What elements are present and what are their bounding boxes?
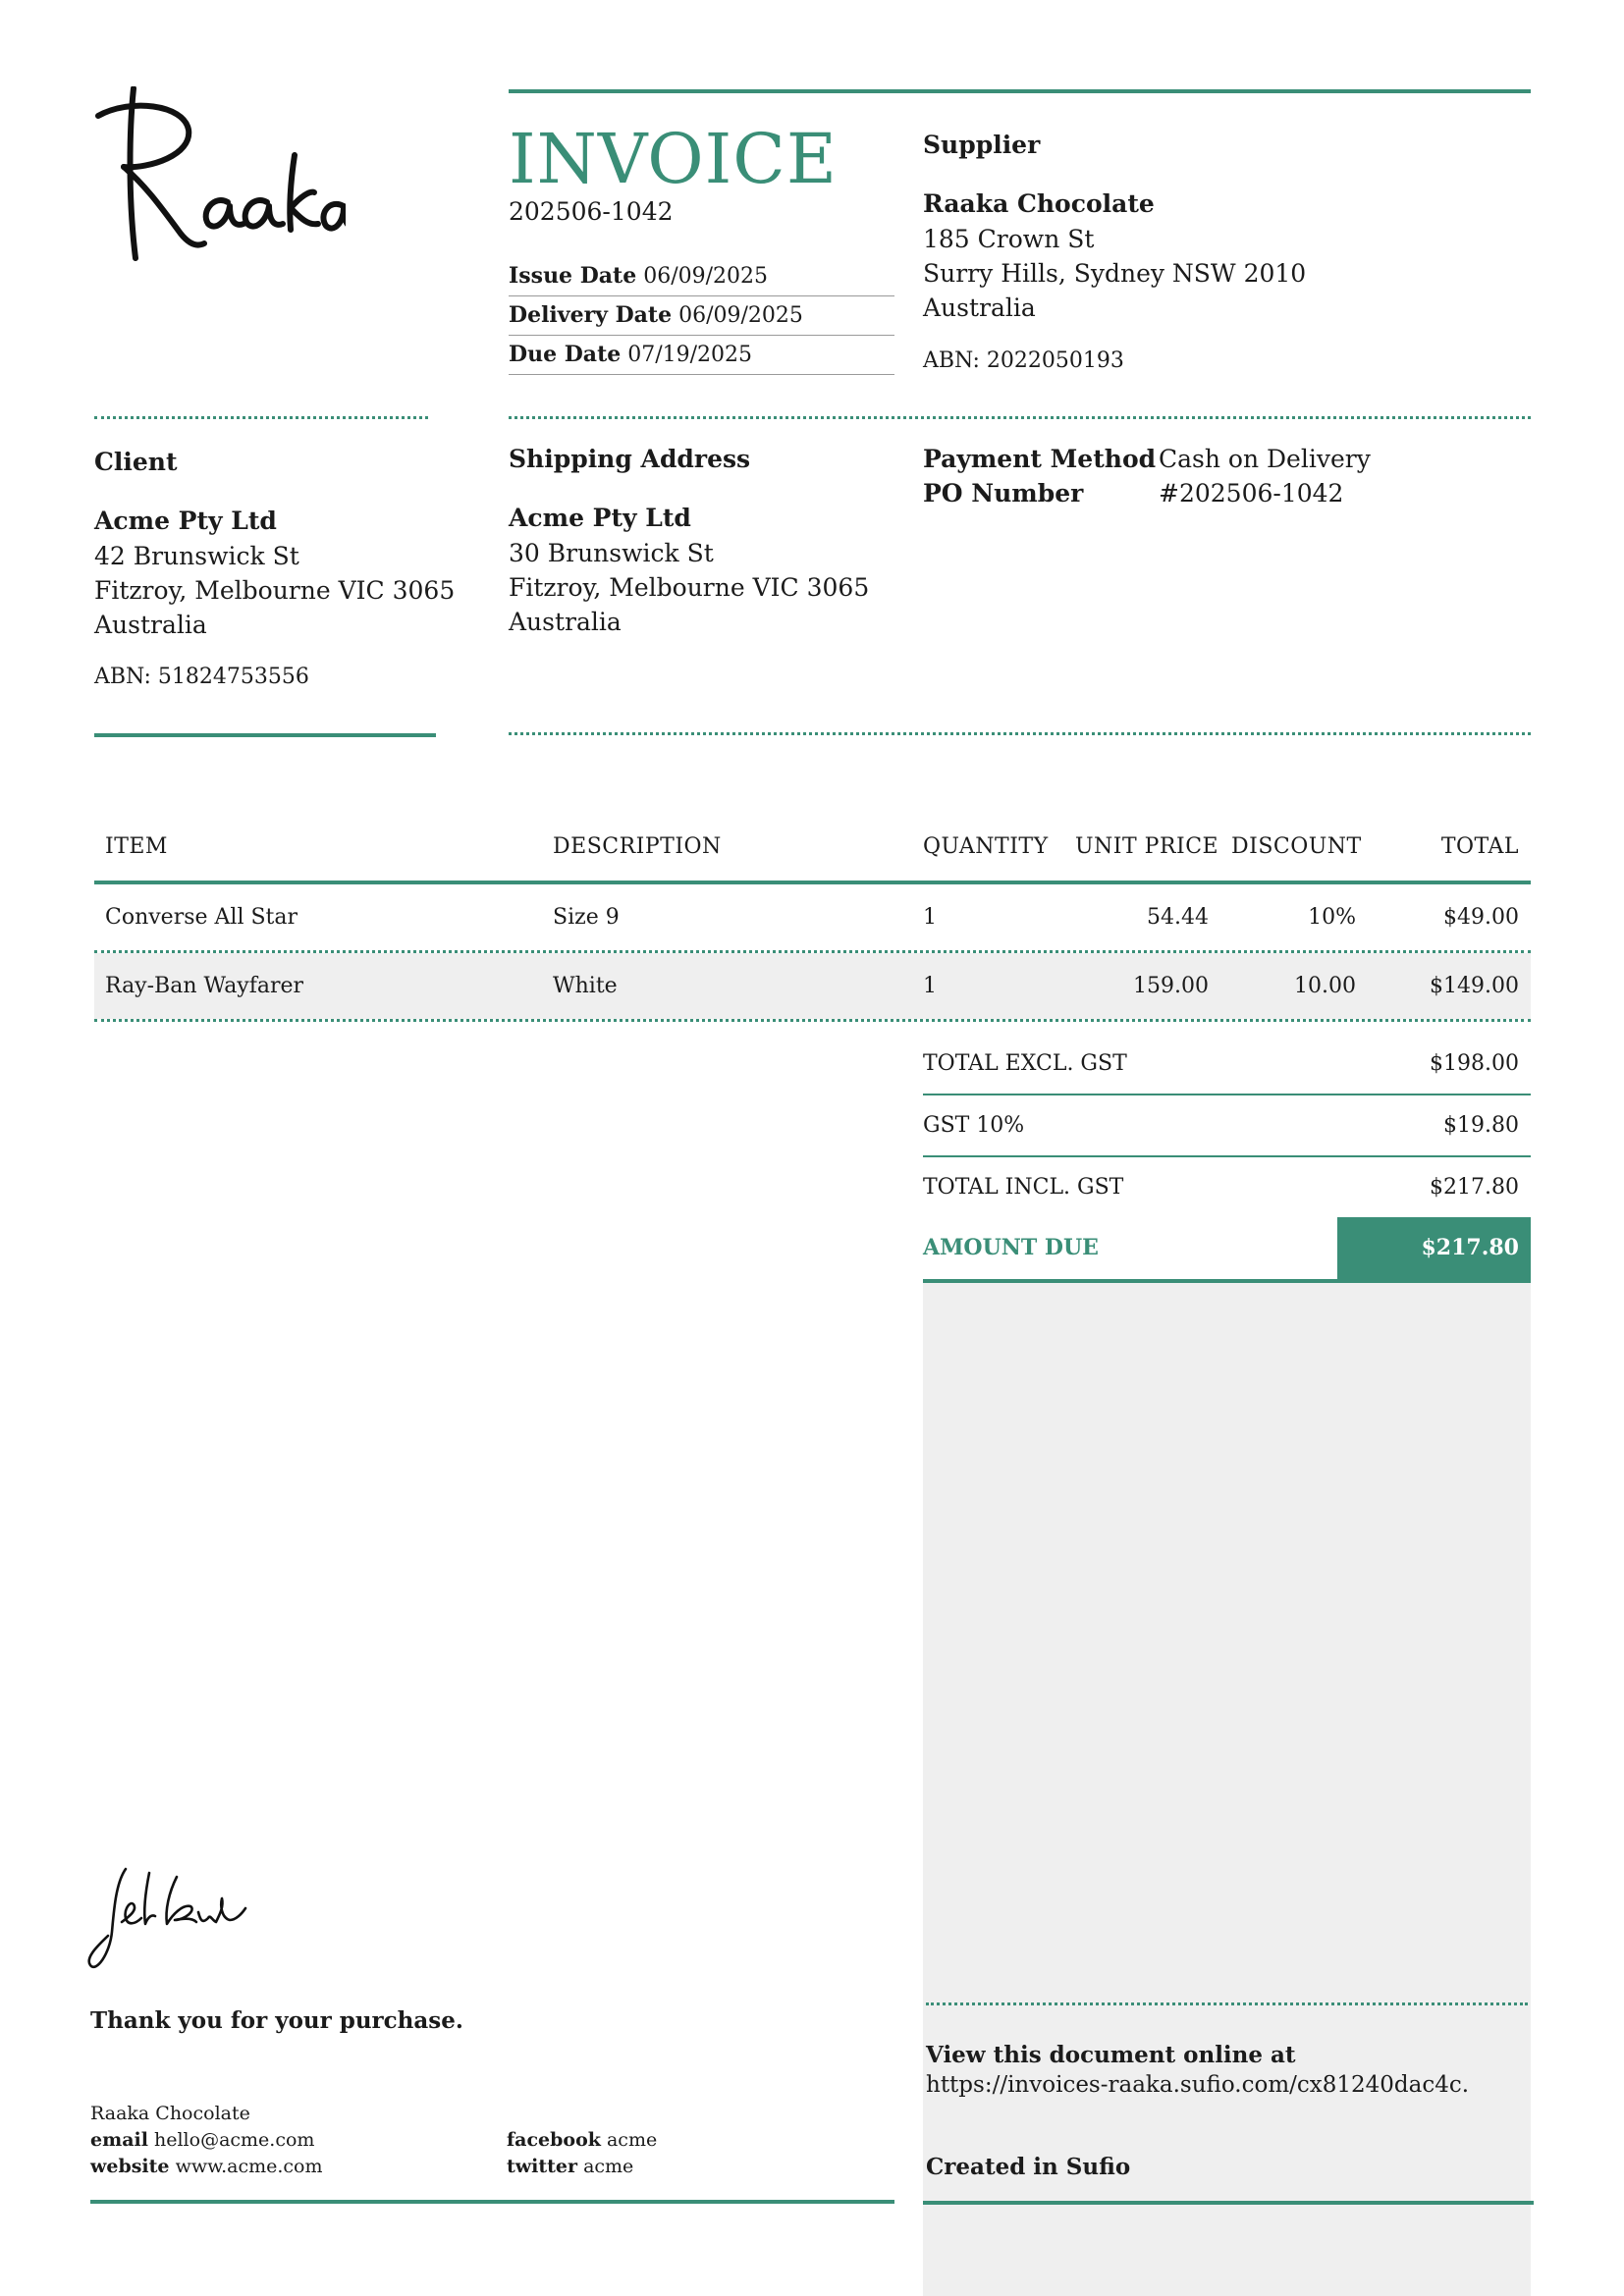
gst-value: $19.80 (1443, 1113, 1519, 1138)
footer-email-label: email (90, 2129, 148, 2151)
row-divider (94, 1019, 1531, 1022)
totals-panel (923, 1281, 1531, 2296)
cell-description: White (553, 974, 618, 998)
cell-unit-price: 54.44 (1147, 905, 1209, 930)
total-excl-gst-label: TOTAL EXCL. GST (923, 1051, 1127, 1076)
footer-website-label: website (90, 2156, 170, 2177)
footer-facebook-value[interactable]: acme (606, 2129, 658, 2151)
cell-item: Converse All Star (105, 905, 298, 930)
footer-website (90, 2154, 323, 2180)
footer-website-value[interactable]: www.acme.com (175, 2156, 323, 2177)
online-divider (926, 2002, 1528, 2005)
address-divider (509, 732, 1531, 735)
gst-label: GST 10% (923, 1113, 1025, 1138)
supplier-heading: Supplier (923, 131, 1041, 159)
amount-due-label: AMOUNT DUE (923, 1235, 1099, 1260)
footer-email-value[interactable]: hello@acme.com (154, 2129, 315, 2151)
total-excl-gst-value: $198.00 (1430, 1051, 1519, 1076)
supplier-address (923, 222, 1306, 325)
total-incl-gst-label: TOTAL INCL. GST (923, 1175, 1124, 1200)
supplier-address-line: 185 Crown St (923, 225, 1095, 253)
header-rule (509, 89, 1531, 93)
col-header-quantity: QUANTITY (923, 834, 1049, 859)
total-incl-gst-value: $217.80 (1430, 1175, 1519, 1200)
client-address-line: Australia (94, 611, 207, 639)
due-date-row (509, 336, 894, 375)
signature (86, 1863, 263, 1976)
invoice-number: 202506-1042 (509, 197, 674, 226)
cell-total: $149.00 (1430, 974, 1519, 998)
table-row (94, 884, 1531, 950)
supplier-address-line: Surry Hills, Sydney NSW 2010 (923, 259, 1307, 288)
shipping-address-line: 30 Brunswick St (509, 539, 714, 567)
shipping-address-line: Fitzroy, Melbourne VIC 3065 (509, 573, 870, 602)
shipping-address (509, 536, 869, 639)
issue-date-row (509, 257, 894, 296)
footer-rule (90, 2200, 894, 2204)
table-row (94, 953, 1531, 1019)
delivery-date-value: 06/09/2025 (678, 303, 803, 328)
online-heading: View this document online at (926, 2042, 1296, 2068)
client-divider (94, 416, 428, 419)
cell-description: Size 9 (553, 905, 620, 930)
cell-discount: 10.00 (1294, 974, 1356, 998)
due-date-label: Due Date (509, 342, 622, 367)
client-abn: ABN: 51824753556 (94, 665, 309, 689)
supplier-name: Raaka Chocolate (923, 189, 1155, 218)
cell-quantity: 1 (923, 974, 937, 998)
invoice-title: INVOICE (509, 119, 838, 199)
footer-company: Raaka Chocolate (90, 2103, 250, 2124)
cell-item: Ray-Ban Wayfarer (105, 974, 304, 998)
cell-unit-price: 159.00 (1133, 974, 1209, 998)
header-divider (509, 416, 1531, 419)
online-url-link[interactable]: https://invoices-raaka.sufio.com/cx81240dac4c. (926, 2072, 1470, 2098)
due-date-value: 07/19/2025 (627, 343, 753, 367)
payment-method-value: Cash on Delivery (1159, 445, 1371, 473)
total-incl-gst-row (923, 1157, 1531, 1219)
shipping-name: Acme Pty Ltd (509, 504, 691, 532)
footer-facebook-label: facebook (507, 2129, 601, 2151)
shipping-address-line: Australia (509, 608, 622, 636)
col-header-unit-price: UNIT PRICE (1075, 834, 1219, 859)
total-excl-gst-row (923, 1034, 1531, 1095)
amount-due-value: $217.80 (1337, 1217, 1531, 1279)
col-header-total: TOTAL (1440, 834, 1519, 859)
footer-facebook (507, 2127, 657, 2154)
payment-method-label: Payment Method (923, 445, 1157, 473)
supplier-abn: ABN: 2022050193 (923, 348, 1124, 373)
footer-email (90, 2127, 314, 2154)
created-in-sufio: Created in Sufio (926, 2154, 1131, 2180)
client-heading: Client (94, 448, 178, 476)
client-address (94, 539, 455, 642)
delivery-date-row (509, 296, 894, 336)
cell-total: $49.00 (1443, 905, 1519, 930)
footer-twitter-label: twitter (507, 2156, 578, 2177)
sufio-rule (923, 2201, 1534, 2205)
issue-date-label: Issue Date (509, 263, 637, 289)
thank-you-note: Thank you for your purchase. (90, 2007, 463, 2034)
supplier-address-line: Australia (923, 294, 1036, 322)
client-rule (94, 733, 436, 737)
po-number-label: PO Number (923, 479, 1084, 507)
delivery-date-label: Delivery Date (509, 302, 673, 328)
footer-twitter (507, 2154, 633, 2180)
amount-due-row (923, 1217, 1531, 1283)
issue-date-value: 06/09/2025 (643, 264, 769, 289)
shipping-heading: Shipping Address (509, 445, 751, 473)
client-name: Acme Pty Ltd (94, 507, 277, 535)
client-address-line: 42 Brunswick St (94, 542, 299, 570)
col-header-description: DESCRIPTION (553, 834, 722, 859)
col-header-discount: DISCOUNT (1231, 834, 1362, 859)
cell-quantity: 1 (923, 905, 937, 930)
brand-logo (90, 86, 346, 273)
footer-twitter-value[interactable]: acme (583, 2156, 634, 2177)
col-header-item: ITEM (105, 834, 168, 859)
gst-row (923, 1095, 1531, 1157)
cell-discount: 10% (1308, 905, 1356, 930)
po-number-value: #202506-1042 (1159, 479, 1344, 507)
client-address-line: Fitzroy, Melbourne VIC 3065 (94, 576, 456, 605)
